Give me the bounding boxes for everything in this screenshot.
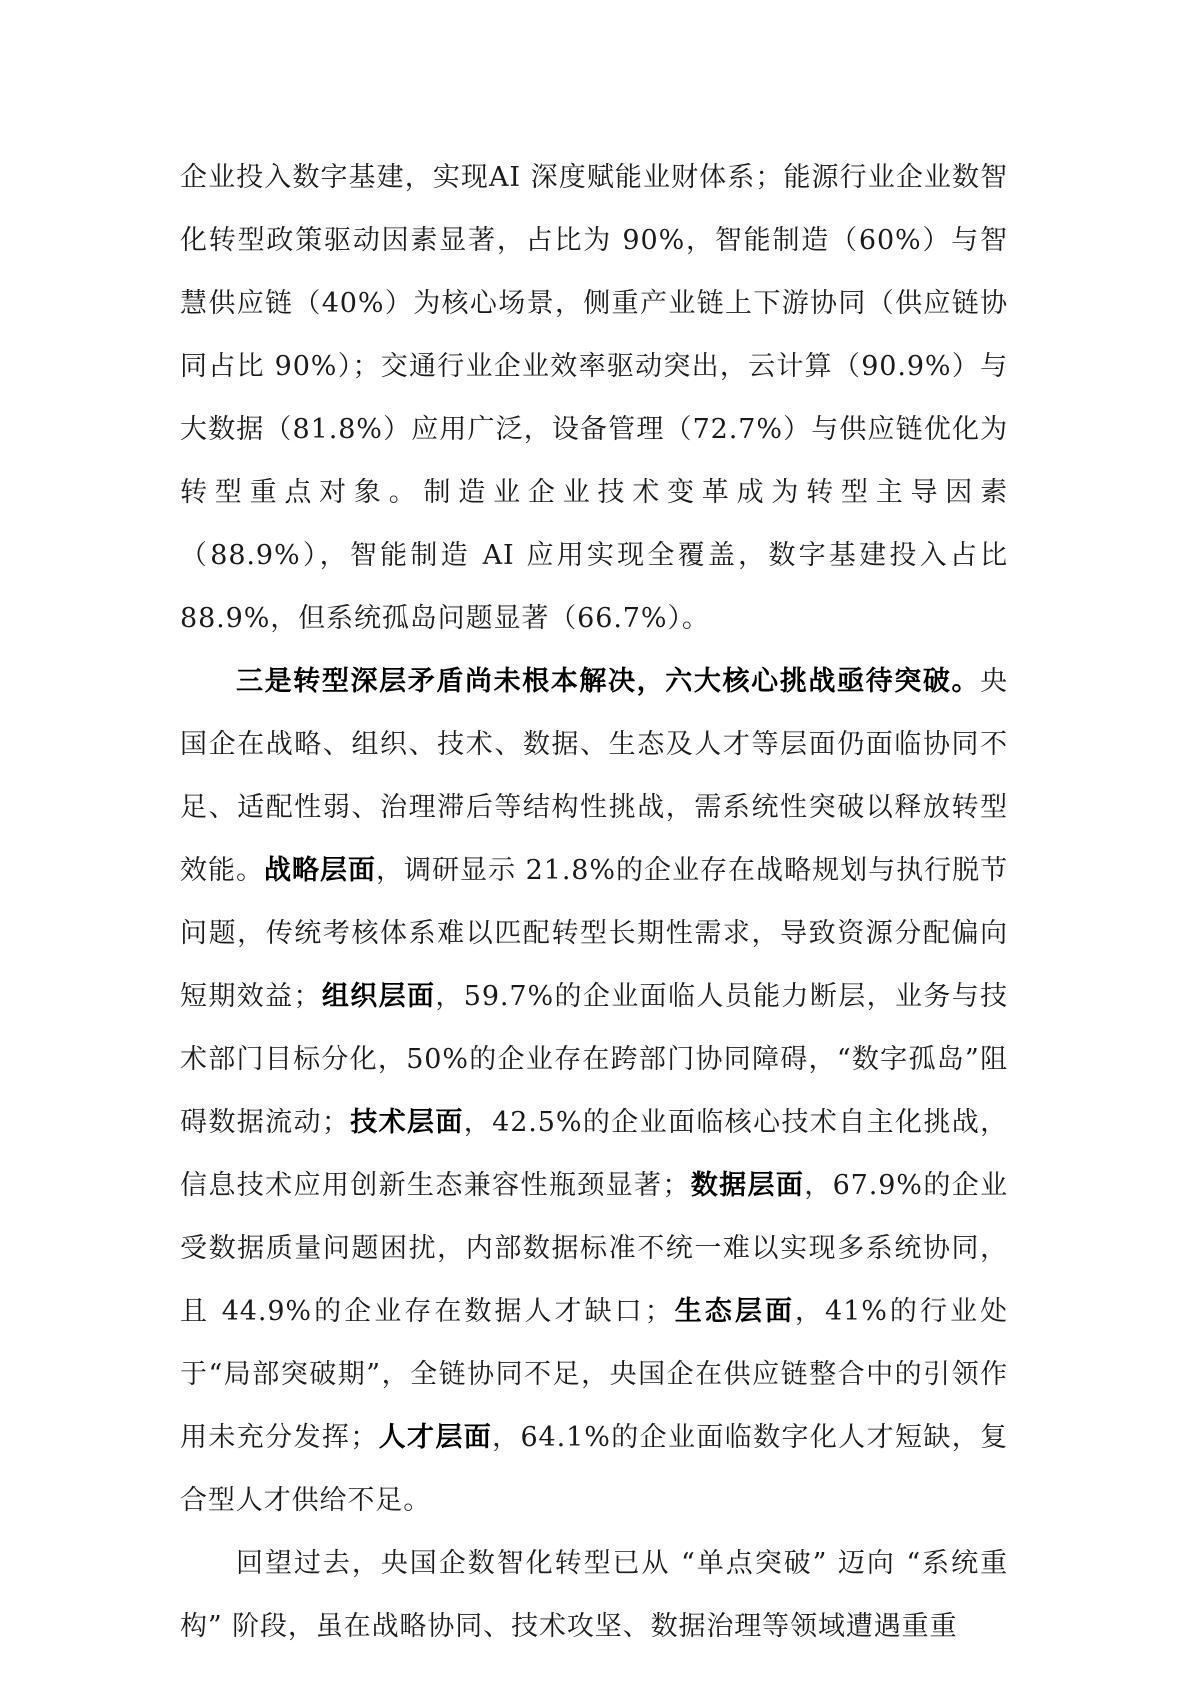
bold-label-ecosystem: 生态层面: [672, 1296, 795, 1327]
bold-label-strategy: 战略层面: [264, 855, 377, 886]
paragraph-industry-findings: [180, 146, 1008, 650]
bold-label-organization: 组织层面: [321, 981, 436, 1012]
text-run: ，64.1%的企业面临数字化人才短缺，复合型人才供给不足。: [180, 1422, 1008, 1516]
paragraph-core-challenges: [180, 650, 1008, 1532]
paragraph-retrospective: [180, 1532, 1008, 1658]
bold-heading-core-challenges: 三是转型深层矛盾尚未根本解决，六大核心挑战亟待突破。: [236, 666, 981, 697]
text-run: ，67.9%的企业受数据质量问题困扰，内部数据标准不统一难以实现多系统协同，且 44.9%的企业存在数据人才缺口；: [180, 1170, 1008, 1327]
bold-label-technology: 技术层面: [349, 1107, 464, 1138]
text-run: ，调研显示 21.8%的企业存在战略规划与执行脱节问题，传统考核体系难以匹配转型长期性需求，导致资源分配偏向短期效益；: [180, 855, 1008, 1012]
text-run: 央国企在战略、组织、技术、数据、生态及人才等层面仍面临协同不足、适配性弱、治理滞后等结构性挑战，需系统性突破以释放转型效能。: [180, 666, 1008, 886]
text-run: ，41%的行业处于“局部突破期”，全链协同不足，央国企在供应链整合中的引领作用未充分发挥；: [180, 1296, 1008, 1453]
text-run: 企业投入数字基建，实现AI 深度赋能业财体系；能源行业企业数智化转型政策驱动因素显著，占比为 90%，智能制造（60%）与智慧供应链（40%）为核心场景，侧重产业链上下游协同（供应链协同占比 90%）；交通行业企业效率驱动突出，云计算（90.9%）与大数据（81.8%）应用广泛，设备管理（72.7%）与供应链优化为转型重点对象。制造业企业技术变革成为转型主导因素（88.9%），智能制造 AI 应用实现全覆盖，数字基建投入占比 88.9%，但系统孤岛问题显著（66.7%）。: [180, 162, 1008, 634]
text-run: ，42.5%的企业面临核心技术自主化挑战，信息技术应用创新生态兼容性瓶颈显著；: [180, 1107, 1008, 1201]
body-text: [180, 146, 1008, 1658]
bold-label-data: 数据层面: [690, 1170, 805, 1201]
text-run: ，59.7%的企业面临人员能力断层，业务与技术部门目标分化，50%的企业存在跨部门协同障碍，“数字孤岛”阻碍数据流动；: [180, 981, 1008, 1138]
bold-label-talent: 人才层面: [378, 1422, 493, 1453]
text-run: 回望过去，央国企数智化转型已从 “单点突破” 迈向 “系统重构” 阶段，虽在战略协同、技术攻坚、数据治理等领域遭遇重重: [180, 1548, 1008, 1642]
